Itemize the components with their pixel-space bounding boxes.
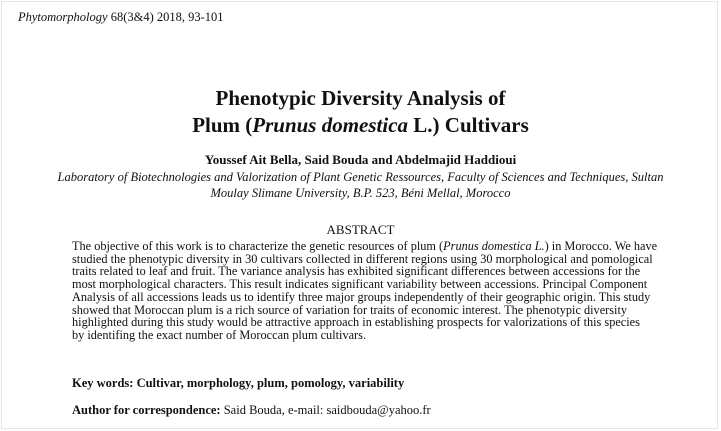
journal-citation [18,10,224,25]
abstract-line: by identifing the exact number of Moroccan plum cultivars. [72,327,367,342]
abstract-line: studied the phenotypic diversity in 30 cultivars collected in different regions using 30 morphological and pomological [72,251,653,266]
abstract-species-name: Prunus domestica L. [443,239,545,253]
correspondence-label: Author for correspondence: [72,403,221,417]
abstract-line: Analysis of all accessions leads us to identify three major groups independently of their geographic origin. This study [72,289,651,304]
abstract-line: most morphological characters. This result indicates significant variability between accessions. Principal Component [72,277,648,292]
title-text-after: L.) Cultivars [408,113,529,137]
title-text-before: Plum ( [192,113,253,137]
abstract-text: ) in Morocco. We have [544,239,658,253]
abstract-line: showed that Moroccan plum is a rich source of variation for traits of economic interest. The phenotypic diversity [72,302,628,317]
abstract-line: highlighted during this study would be attractive approach in establishing prospects for valorizations of this species [72,315,640,330]
author-list: Youssef Ait Bella, Said Bouda and Abdelmajid Haddioui [204,152,517,167]
affiliation-line-1: Laboratory of Biotechnologies and Valorization of Plant Genetic Ressources, Faculty of Sciences and Techniques, Sultan [57,170,664,184]
title-species-name: Prunus domestica [252,113,409,137]
abstract-body [72,239,658,342]
abstract-line [72,239,658,253]
affiliation-line-2: Moulay Slimane University, B.P. 523, Béni Mellal, Morocco [210,186,511,200]
journal-name: Phytomorphology [18,10,108,24]
paper-title-line-1: Phenotypic Diversity Analysis of [215,86,506,110]
correspondence-details: Said Bouda, e-mail: saidbouda@yahoo.fr [220,403,431,417]
journal-volume-pages: 68(3&4) 2018, 93-101 [107,10,224,24]
page-border [1,1,718,429]
correspondence-line [72,403,431,418]
abstract-text: The objective of this work is to characterize the genetic resources of plum ( [72,239,444,253]
paper-title-line-2 [0,112,721,138]
abstract-heading: ABSTRACT [326,222,395,237]
abstract-line: traits related to leaf and fruit. The variance analysis has exhibited significant differences between accessions for the [72,264,641,279]
keywords: Key words: Cultivar, morphology, plum, pomology, variability [72,376,405,390]
